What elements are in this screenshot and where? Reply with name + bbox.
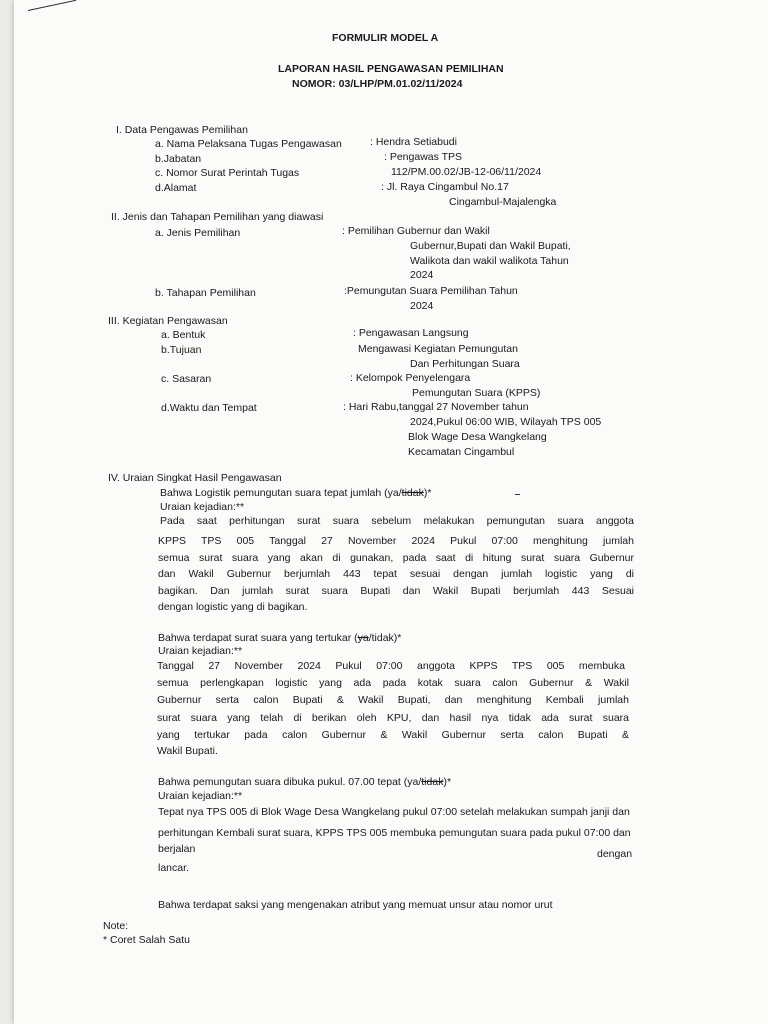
form-title: FORMULIR MODEL A — [332, 32, 439, 44]
goal-label: b.Tujuan — [161, 344, 202, 356]
voting-open-detail-label: Uraian kejadian:** — [158, 790, 243, 802]
election-type-value-4: 2024 — [410, 269, 434, 281]
pen-mark — [515, 494, 520, 495]
election-type-label: a. Jenis Pemilihan — [155, 227, 241, 239]
target-label: c. Sasaran — [161, 373, 212, 385]
swapped-ballot-detail-line: Wakil Bupati. — [157, 745, 218, 757]
address-label: d.Alamat — [155, 182, 197, 194]
logistics-detail-line: KPPS TPS 005 Tanggal 27 November 2024 Pukul 07:00 menghitung jumlah — [158, 535, 634, 547]
time-place-value-1: : Hari Rabu,tanggal 27 November tahun — [343, 401, 529, 413]
form-label: a. Bentuk — [161, 329, 206, 341]
name-value: : Hendra Setiabudi — [370, 136, 457, 148]
logistics-detail-line: dengan logistic yang di bagikan. — [158, 601, 308, 613]
logistics-detail-label: Uraian kejadian:** — [160, 501, 245, 513]
report-number: NOMOR: 03/LHP/PM.01.02/11/2024 — [292, 78, 463, 90]
swapped-ballot-detail-line: Gubernur serta calon Bupati & Wakil Bupati, dan menghitung Kembali jumlah — [157, 694, 629, 706]
logistics-detail-line: Pada saat perhitungan surat suara sebelum melakukan pemungutan suara anggota — [160, 515, 634, 527]
section4-heading: IV. Uraian Singkat Hasil Pengawasan — [108, 472, 282, 484]
time-place-value-3: Blok Wage Desa Wangkelang — [408, 431, 547, 443]
stage-value-2: 2024 — [410, 300, 434, 312]
position-label: b.Jabatan — [155, 153, 202, 165]
target-value-2: Pemungutan Suara (KPPS) — [412, 387, 541, 399]
struck-option: tidak — [421, 776, 444, 788]
voting-open-detail-line: Tepat nya TPS 005 di Blok Wage Desa Wangkelang pukul 07:00 setelah melakukan sumpah janji dan — [158, 806, 630, 818]
swapped-ballot-detail-line: semua perlengkapan logistic yang ada pada kotak suara calon Gubernur & Wakil — [157, 677, 629, 689]
stage-value-1: :Pemungutan Suara Pemilihan Tahun — [344, 285, 518, 297]
voting-open-detail-line: lancar. — [158, 862, 189, 874]
witness-statement: Bahwa terdapat saksi yang mengenakan atribut yang memuat unsur atau nomor urut — [158, 899, 553, 911]
warrant-label: c. Nomor Surat Perintah Tugas — [155, 167, 300, 179]
logistics-detail-line: dan Wakil Gubernur berjumlah 443 tepat sesuai dengan jumlah logistic yang di — [158, 568, 634, 580]
note-label: Note: — [103, 920, 129, 932]
logistics-statement: Bahwa Logistik pemungutan suara tepat jumlah (ya/tidak)* — [160, 487, 432, 499]
election-type-value-2: Gubernur,Bupati dan Wakil Bupati, — [410, 240, 571, 252]
swapped-ballot-detail-line: Tanggal 27 November 2024 Pukul 07:00 anggota KPPS TPS 005 membuka — [157, 660, 625, 672]
struck-option: ya — [357, 632, 369, 644]
section3-heading: III. Kegiatan Pengawasan — [108, 315, 228, 327]
swapped-ballot-detail-line: surat suara yang telah di berikan oleh KPU, dan hasil nya tidak ada surat suara — [157, 712, 629, 724]
address-value-1: : Jl. Raya Cingambul No.17 — [381, 181, 509, 193]
name-label: a. Nama Pelaksana Tugas Pengawasan — [155, 138, 342, 150]
section1-heading: I. Data Pengawas Pemilihan — [116, 124, 248, 136]
position-value: : Pengawas TPS — [384, 151, 463, 163]
voting-open-detail-line: dengan — [597, 848, 633, 860]
section2-heading: II. Jenis dan Tahapan Pemilihan yang diawasi — [111, 211, 324, 223]
warrant-value: 112/PM.00.02/JB-12-06/11/2024 — [391, 166, 542, 178]
election-type-value-1: : Pemilihan Gubernur dan Wakil — [342, 225, 490, 237]
voting-open-statement: Bahwa pemungutan suara dibuka pukul. 07.00 tepat (ya/tidak)* — [158, 776, 452, 788]
swapped-ballot-statement: Bahwa terdapat surat suara yang tertukar (ya/tidak)* — [158, 632, 402, 644]
target-value-1: : Kelompok Penyelengara — [350, 372, 471, 384]
time-place-value-4: Kecamatan Cingambul — [408, 446, 515, 458]
form-value: : Pengawasan Langsung — [353, 327, 469, 339]
election-type-value-3: Walikota dan wakil walikota Tahun — [410, 255, 569, 267]
voting-open-detail-line: berjalan — [158, 843, 196, 855]
report-title: LAPORAN HASIL PENGAWASAN PEMILIHAN — [278, 63, 504, 75]
swapped-ballot-detail-label: Uraian kejadian:** — [158, 645, 243, 657]
voting-open-detail-line: perhitungan Kembali surat suara, KPPS TPS 005 membuka pemungutan suara pada pukul 07:00 dan — [158, 827, 631, 839]
goal-value-1: Mengawasi Kegiatan Pemungutan — [358, 343, 518, 355]
logistics-detail-line: semua surat suara yang akan di gunakan, pada saat di hitung surat suara Gubernur — [158, 552, 634, 564]
stage-label: b. Tahapan Pemilihan — [155, 287, 256, 299]
struck-option: tidak — [401, 487, 424, 499]
logistics-detail-line: bagikan. Dan jumlah surat suara Bupati dan Wakil Bupati berjumlah 443 Sesuai — [158, 585, 634, 597]
swapped-ballot-detail-line: yang tertukar pada calon Gubernur & Wakil Gubernur serta calon Bupati & — [157, 729, 629, 741]
address-value-2: Cingambul-Majalengka — [449, 196, 557, 208]
time-place-value-2: 2024,Pukul 06:00 WIB, Wilayah TPS 005 — [410, 416, 602, 428]
time-place-label: d.Waktu dan Tempat — [161, 402, 257, 414]
goal-value-2: Dan Perhitungan Suara — [410, 358, 520, 370]
note-text: * Coret Salah Satu — [103, 934, 190, 946]
